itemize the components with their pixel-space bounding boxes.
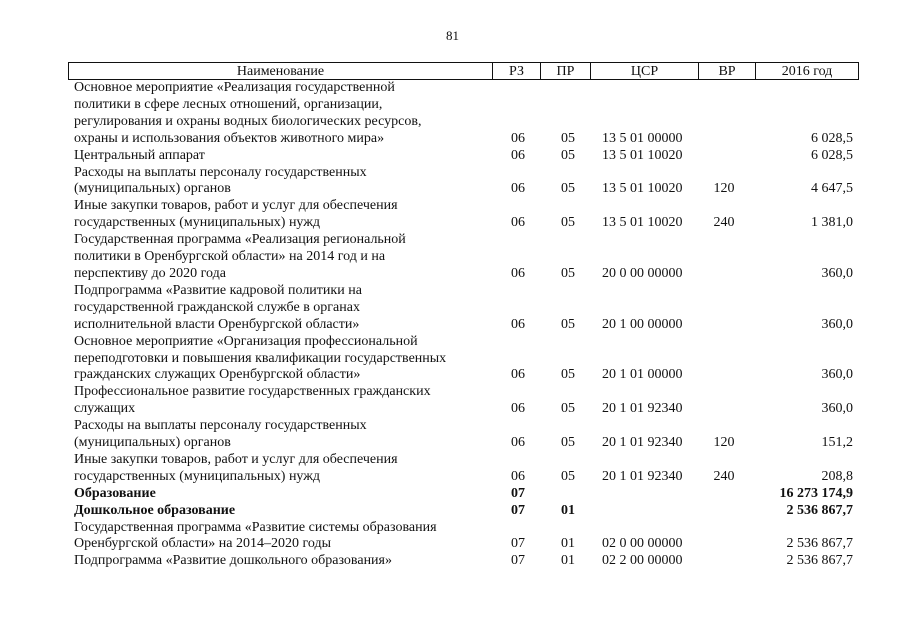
table-row — [68, 283, 859, 334]
row-name-line: регулирования и охраны водных биологических ресурсов, — [74, 113, 422, 129]
row-name — [74, 553, 486, 570]
row-csr: 13 5 01 00000 — [602, 130, 683, 146]
row-rz: 07 — [511, 553, 525, 569]
row-name-line: исполнительной власти Оренбургской области» — [74, 316, 360, 332]
row-name-line: Основное мероприятие «Организация профессиональной — [74, 333, 418, 349]
row-csr: 02 2 00 00000 — [602, 553, 683, 569]
row-name — [74, 520, 486, 554]
row-csr: 20 1 01 92340 — [602, 468, 683, 484]
row-name-line: охраны и использования объектов животного мира» — [74, 130, 385, 146]
row-rz: 06 — [511, 147, 525, 163]
row-name — [74, 232, 486, 283]
row-sum: 208,8 — [821, 468, 853, 484]
row-name-line: переподготовки и повышения квалификации государственных — [74, 350, 447, 366]
row-csr: 20 1 01 00000 — [602, 367, 683, 383]
row-sum: 6 028,5 — [811, 147, 853, 163]
row-name-line: (муниципальных) органов — [74, 181, 231, 197]
row-sum: 360,0 — [821, 316, 853, 332]
header-vr: ВР — [699, 63, 756, 79]
row-name-line: (муниципальных) органов — [74, 435, 231, 451]
row-pr: 05 — [561, 401, 575, 417]
row-name-line: Расходы на выплаты персоналу государственных — [74, 418, 367, 434]
row-sum: 2 536 867,7 — [786, 553, 853, 569]
row-rz: 06 — [511, 215, 525, 231]
row-name-line: Иные закупки товаров, работ и услуг для обеспечения — [74, 198, 398, 214]
table-row — [68, 553, 859, 570]
row-vr: 120 — [713, 181, 735, 197]
row-name-line: Расходы на выплаты персоналу государственных — [74, 164, 367, 180]
row-name-line: перспективу до 2020 года — [74, 265, 226, 281]
row-vr: 120 — [713, 435, 735, 451]
table-header — [68, 62, 859, 80]
row-sum: 151,2 — [821, 435, 853, 451]
table-row — [68, 198, 859, 232]
row-pr: 05 — [561, 130, 575, 146]
row-rz: 06 — [511, 401, 525, 417]
row-sum: 1 381,0 — [811, 215, 853, 231]
row-name — [74, 283, 486, 334]
table-row — [68, 486, 859, 503]
header-year: 2016 год — [781, 64, 833, 79]
table-body — [68, 80, 859, 570]
row-name-line: Основное мероприятие «Реализация государственной — [74, 80, 395, 95]
row-name-line: государственной гражданской службе в органах — [74, 299, 360, 315]
row-csr: 02 0 00 00000 — [602, 536, 683, 552]
table-row — [68, 80, 859, 148]
row-name-line: Оренбургской области» на 2014–2020 годы — [74, 536, 331, 552]
table-row — [68, 384, 859, 418]
row-rz: 06 — [511, 468, 525, 484]
row-csr: 20 1 00 00000 — [602, 316, 683, 332]
row-name-line: Центральный аппарат — [74, 147, 205, 163]
row-name — [74, 503, 486, 520]
row-rz: 06 — [511, 367, 525, 383]
row-name-line: Государственная программа «Реализация региональной — [74, 232, 406, 248]
row-rz: 07 — [511, 502, 525, 518]
row-vr: 240 — [713, 215, 735, 231]
row-name-line: Подпрограмма «Развитие кадровой политики на — [74, 282, 362, 298]
row-csr: 20 1 01 92340 — [602, 401, 683, 417]
row-csr: 13 5 01 10020 — [602, 147, 683, 163]
table-row — [68, 418, 859, 452]
row-name — [74, 418, 486, 452]
header-csr: ЦСР — [591, 63, 699, 79]
row-pr: 05 — [561, 215, 575, 231]
row-sum: 16 273 174,9 — [779, 485, 853, 501]
row-rz: 06 — [511, 181, 525, 197]
row-name-line: Подпрограмма «Развитие дошкольного образования» — [74, 553, 392, 569]
row-name — [74, 384, 486, 418]
table-row — [68, 520, 859, 554]
row-pr: 01 — [561, 536, 575, 552]
row-pr: 01 — [561, 553, 575, 569]
row-pr: 05 — [561, 147, 575, 163]
row-pr: 05 — [561, 367, 575, 383]
row-rz: 06 — [511, 435, 525, 451]
row-sum: 360,0 — [821, 265, 853, 281]
row-pr: 05 — [561, 316, 575, 332]
table-row — [68, 452, 859, 486]
row-sum: 360,0 — [821, 401, 853, 417]
row-name — [74, 486, 486, 503]
row-csr: 20 1 01 92340 — [602, 435, 683, 451]
row-rz: 06 — [511, 265, 525, 281]
header-rz: РЗ — [493, 63, 541, 79]
row-sum: 4 647,5 — [811, 181, 853, 197]
row-name-line: гражданских служащих Оренбургской области» — [74, 367, 361, 383]
row-rz: 06 — [511, 130, 525, 146]
header-name: Наименование — [69, 63, 493, 79]
row-csr: 20 0 00 00000 — [602, 265, 683, 281]
row-name-line: государственных (муниципальных) нужд — [74, 215, 321, 231]
table-row — [68, 503, 859, 520]
row-csr: 13 5 01 10020 — [602, 215, 683, 231]
row-rz: 07 — [511, 485, 525, 501]
row-pr: 05 — [561, 468, 575, 484]
row-name — [74, 148, 486, 165]
row-sum: 2 536 867,7 — [786, 502, 853, 518]
row-name — [74, 165, 486, 199]
row-name — [74, 80, 486, 148]
row-name — [74, 334, 486, 385]
row-name-line: служащих — [74, 401, 136, 417]
row-name-line: Профессиональное развитие государственных гражданских — [74, 384, 431, 400]
row-vr: 240 — [713, 468, 735, 484]
header-pr: ПР — [541, 63, 591, 79]
row-name-line: политики в Оренбургской области» на 2014 год и на — [74, 249, 386, 265]
row-name-line: политики в сфере лесных отношений, организации, — [74, 96, 383, 112]
table-row — [68, 232, 859, 283]
row-sum: 360,0 — [821, 367, 853, 383]
table-row — [68, 148, 859, 165]
row-name-line: Государственная программа «Развитие системы образования — [74, 519, 437, 535]
row-rz: 07 — [511, 536, 525, 552]
page-number: 81 — [446, 28, 459, 43]
row-sum: 6 028,5 — [811, 130, 853, 146]
row-pr: 01 — [561, 502, 575, 518]
row-name-line: Иные закупки товаров, работ и услуг для обеспечения — [74, 451, 398, 467]
row-name-line: Дошкольное образование — [74, 502, 236, 518]
table-row — [68, 334, 859, 385]
row-pr: 05 — [561, 181, 575, 197]
row-name-line: государственных (муниципальных) нужд — [74, 468, 321, 484]
table-row — [68, 165, 859, 199]
row-rz: 06 — [511, 316, 525, 332]
row-pr: 05 — [561, 265, 575, 281]
row-name — [74, 452, 486, 486]
row-name-line: Образование — [74, 485, 156, 501]
row-sum: 2 536 867,7 — [786, 536, 853, 552]
row-csr: 13 5 01 10020 — [602, 181, 683, 197]
row-pr: 05 — [561, 435, 575, 451]
row-name — [74, 198, 486, 232]
